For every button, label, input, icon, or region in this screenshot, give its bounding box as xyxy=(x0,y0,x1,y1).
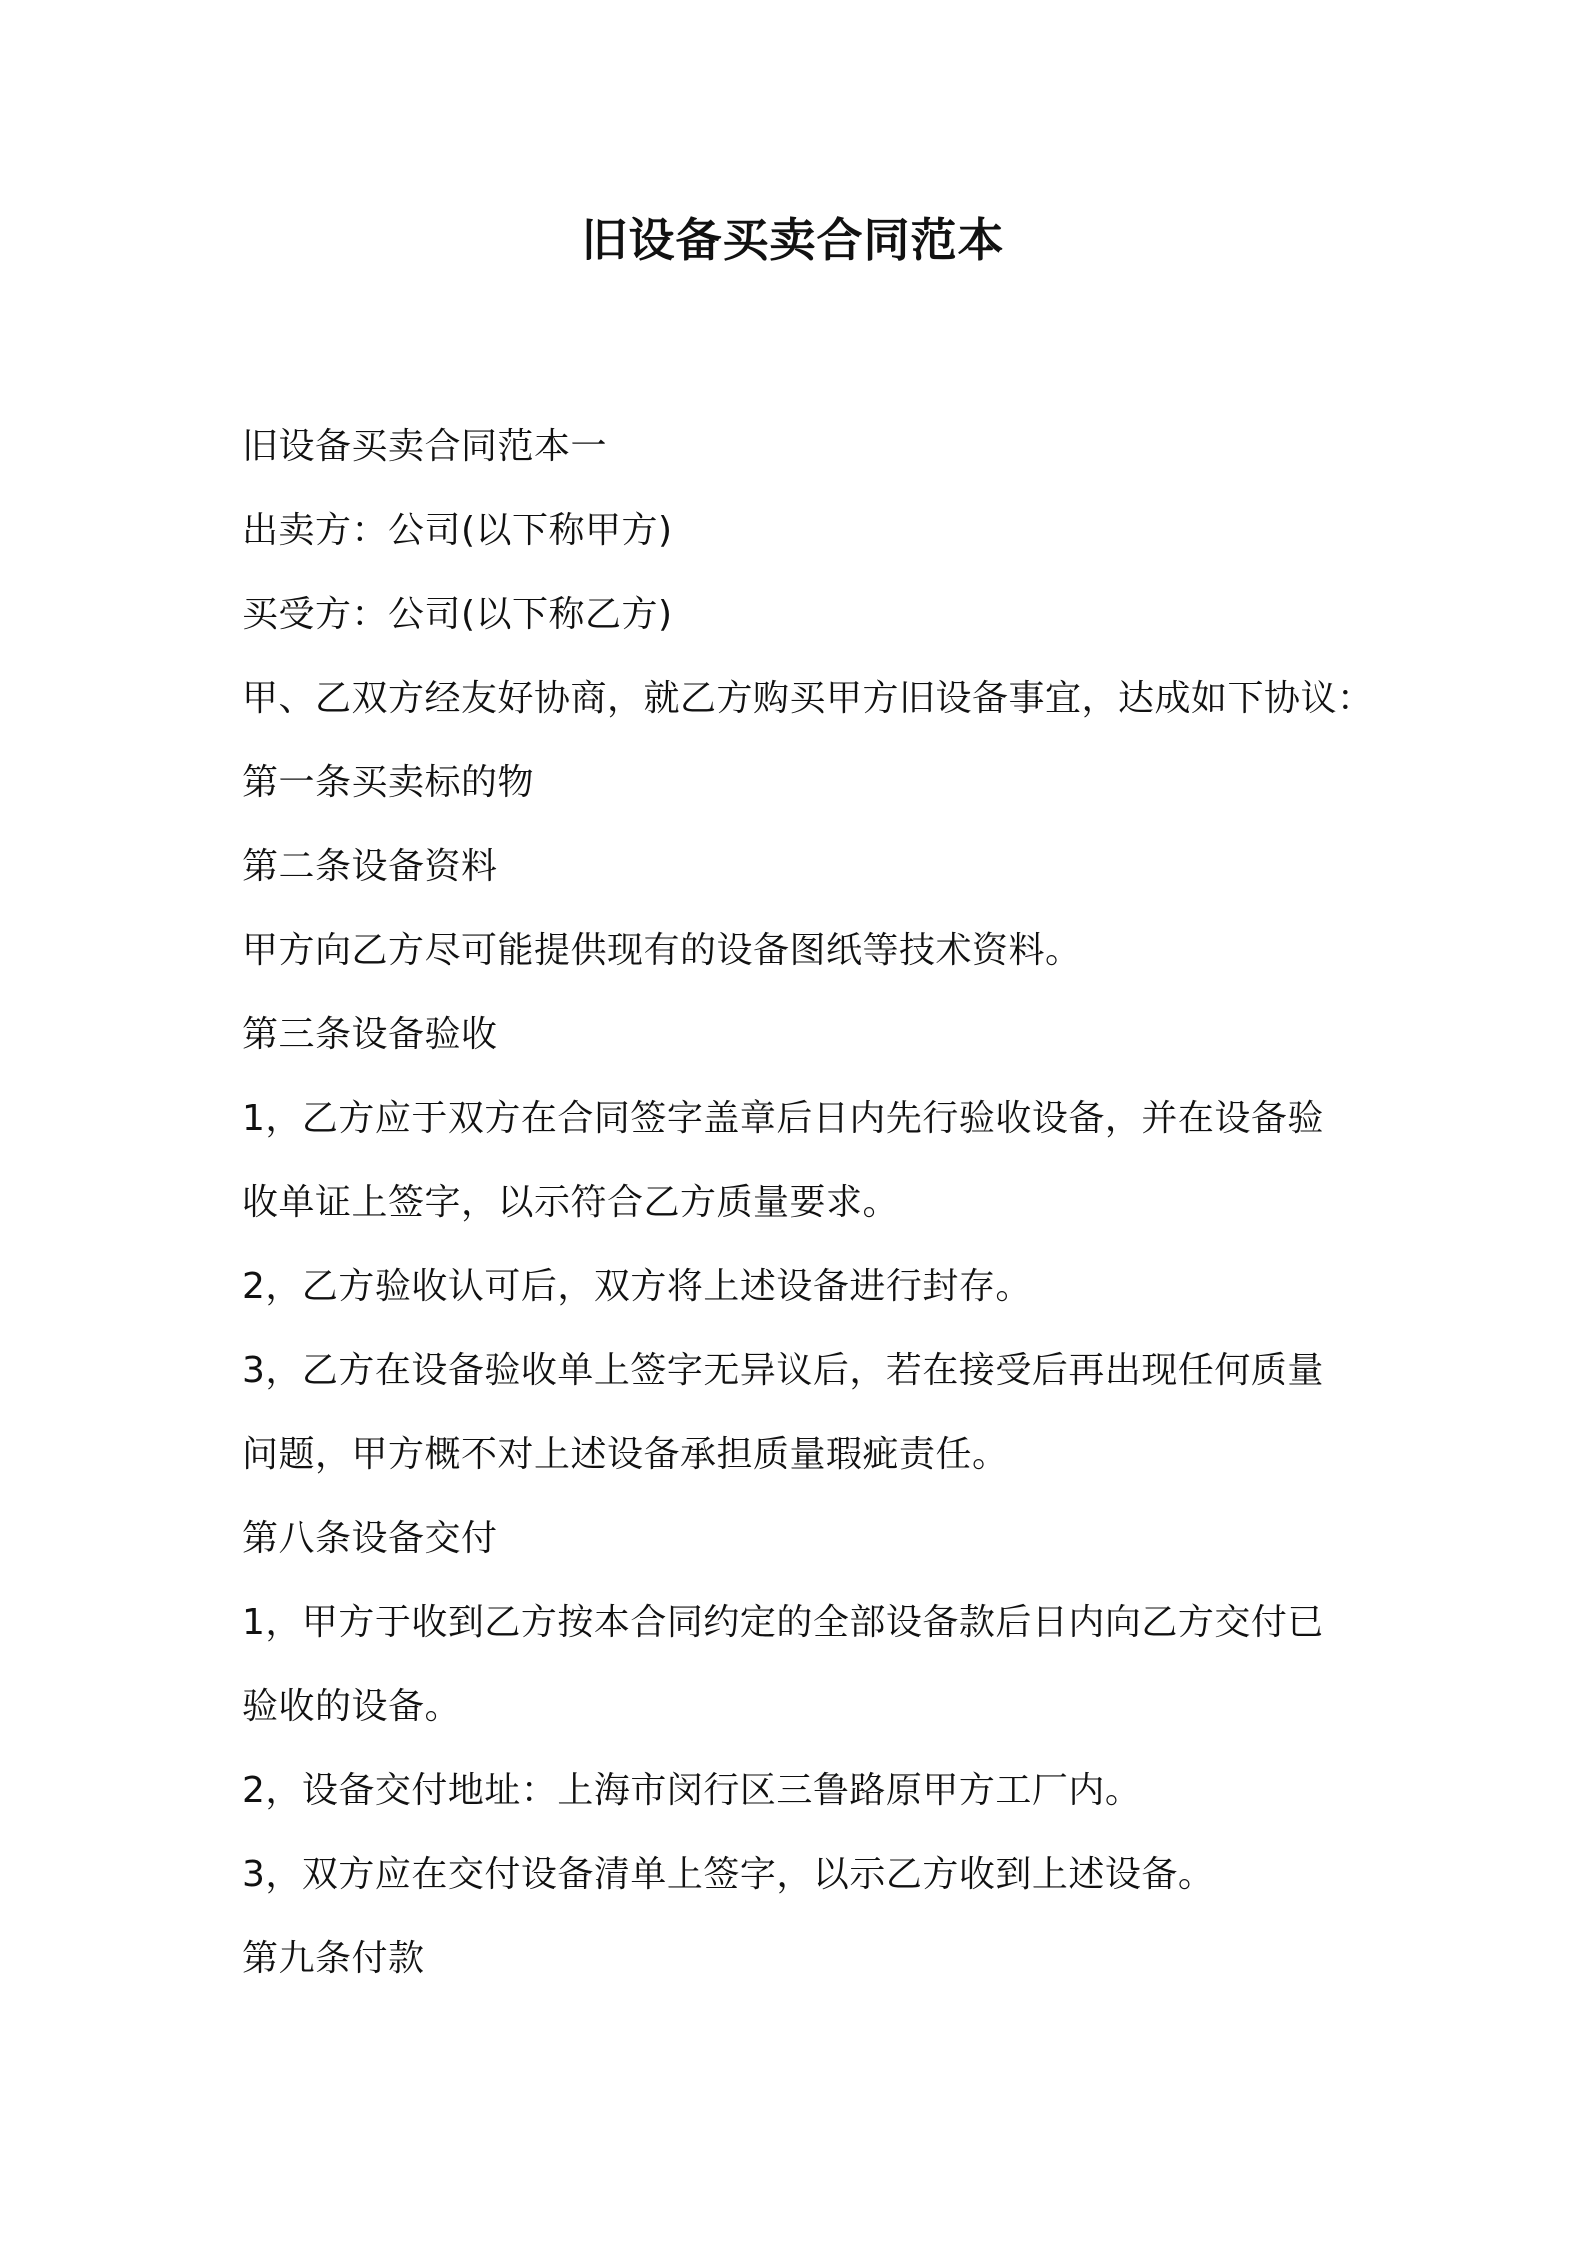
article-8-clause-3: 3，双方应在交付设备清单上签字，以示乙方收到上述设备。 xyxy=(242,1854,1215,1895)
document-body xyxy=(242,405,1374,2001)
article-8-heading: 第八条设备交付 xyxy=(242,1518,498,1559)
article-2-paragraph: 甲方向乙方尽可能提供现有的设备图纸等技术资料。 xyxy=(242,930,1082,971)
article-3-clause-1-line-1: 1，乙方应于双方在合同签字盖章后日内先行验收设备，并在设备验 xyxy=(242,1098,1324,1139)
document-title: 旧设备买卖合同范本 xyxy=(581,213,1005,267)
seller-line: 出卖方：公司(以下称甲方) xyxy=(242,510,673,551)
article-3-clause-3-line-1: 3，乙方在设备验收单上签字无异议后，若在接受后再出现任何质量 xyxy=(242,1350,1324,1391)
article-3-clause-3-line-2: 问题，甲方概不对上述设备承担质量瑕疵责任。 xyxy=(242,1434,1009,1475)
article-1-heading: 第一条买卖标的物 xyxy=(242,762,535,803)
buyer-line: 买受方：公司(以下称乙方) xyxy=(242,594,673,635)
article-3-clause-2: 2，乙方验收认可后，双方将上述设备进行封存。 xyxy=(242,1266,1032,1307)
article-8-clause-1-line-2: 验收的设备。 xyxy=(242,1686,462,1727)
article-9-heading: 第九条付款 xyxy=(242,1938,425,1979)
article-8-clause-2: 2，设备交付地址：上海市闵行区三鲁路原甲方工厂内。 xyxy=(242,1770,1142,1811)
article-2-heading: 第二条设备资料 xyxy=(242,846,498,887)
article-3-heading: 第三条设备验收 xyxy=(242,1014,498,1055)
section-heading-sample-one: 旧设备买卖合同范本一 xyxy=(242,426,608,467)
agreement-preamble: 甲、乙双方经友好协商，就乙方购买甲方旧设备事宜，达成如下协议： xyxy=(242,678,1374,719)
article-3-clause-1-line-2: 收单证上签字，以示符合乙方质量要求。 xyxy=(242,1182,900,1223)
article-8-clause-1-line-1: 1，甲方于收到乙方按本合同约定的全部设备款后日内向乙方交付已 xyxy=(242,1602,1324,1643)
